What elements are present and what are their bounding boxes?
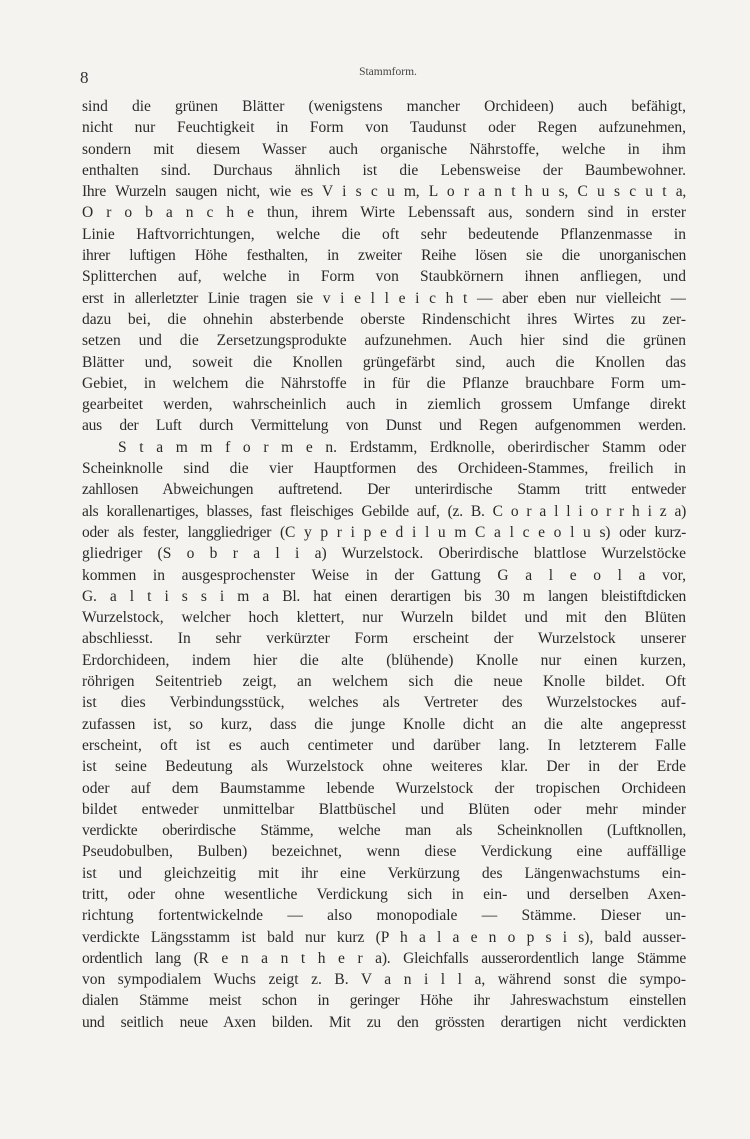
text-line: erst in allerletzter Linie tragen sie v i e l l e i c h t — aber eben nur vielleicht — (82, 289, 686, 307)
text-line: tritt, oder ohne wesentliche Verdickung sich in ein- und derselben Axen- (82, 885, 686, 903)
text-line: Scheinknolle sind die vier Hauptformen des Orchideen-Stammes, freilich in (82, 460, 686, 478)
text-line: ihrer luftigen Höhe festhalten, in zweiter Reihe lösen sie die unorganischen (82, 247, 686, 265)
text-line: S t a m m f o r m e n. Erdstamm, Erdknolle, oberirdischer Stamm oder (118, 438, 686, 456)
text-line: von sympodialem Wuchs zeigt z. B. V a n i l l a, während sonst die sympo- (82, 971, 686, 989)
running-head: Stammform. (359, 66, 417, 78)
text-line: ist dies Verbindungsstück, welches als Vertreter des Wurzelstockes auf- (82, 694, 686, 712)
text-line: richtung fortentwickelnde — also monopodiale — Stämme. Dieser un- (82, 907, 686, 925)
text-line: abschliesst. In sehr verkürzter Form erscheint der Wurzelstock unserer (82, 630, 686, 648)
text-line: gliedriger (S o b r a l i a) Wurzelstock. Oberirdische blattlose Wurzelstöcke (82, 545, 686, 563)
text-line: aus der Luft durch Vermittelung von Dunst und Regen aufgenommen werden. (82, 417, 686, 435)
text-line: enthalten sind. Durchaus ähnlich ist die Lebensweise der Baumbewohner. (82, 161, 686, 179)
text-line: dazu bei, die ohnehin absterbende oberste Rindenschicht ihres Wirtes zu zer- (82, 310, 686, 328)
text-line: ordentlich lang (R e n a n t h e r a). Gleichfalls ausserordentlich lange Stämme (82, 949, 686, 967)
text-line: kommen in ausgesprochenster Weise in der Gattung G a l e o l a vor, (82, 566, 686, 584)
text-line: Pseudobulben, Bulben) bezeichnet, wenn diese Verdickung eine auffällige (82, 843, 686, 861)
text-line: bildet entweder unmittelbar Blattbüschel und Blüten oder mehr minder (82, 800, 686, 818)
text-line: verdickte oberirdische Stämme, welche man als Scheinknollen (Luftknollen, (82, 822, 686, 840)
text-line: Ihre Wurzeln saugen nicht, wie es V i s c u m, L o r a n t h u s, C u s c u t a, (82, 183, 686, 201)
text-line: dialen Stämme meist schon in geringer Höhe ihr Jahreswachstum einstellen (82, 992, 686, 1010)
text-line: zahllosen Abweichungen auftretend. Der unterirdische Stamm tritt entweder (82, 481, 686, 499)
text-line: O r o b a n c h e thun, ihrem Wirte Lebenssaft aus, sondern sind in erster (82, 204, 686, 222)
text-line: Erdorchideen, indem hier die alte (blühende) Knolle nur einen kurzen, (82, 651, 686, 669)
text-line: erscheint, oft ist es auch centimeter und darüber lang. In letzterem Falle (82, 736, 686, 754)
text-line: zufassen ist, so kurz, dass die junge Knolle dicht an die alte angepresst (82, 715, 686, 733)
body-text (82, 96, 686, 1033)
text-line: ist seine Bedeutung als Wurzelstock ohne weiteres klar. Der in der Erde (82, 758, 686, 776)
page-number: 8 (80, 68, 89, 87)
text-line: als korallenartiges, blasses, fast fleischiges Gebilde auf, (z. B. C o r a l l i o r r h i z a) (82, 502, 686, 520)
text-line: oder als fester, langgliedriger (C y p r i p e d i l u m C a l c e o l u s) oder kurz- (82, 523, 686, 541)
text-line: verdickte Längsstamm ist bald nur kurz (P h a l a e n o p s i s), bald ausser- (82, 928, 686, 946)
text-line: und seitlich neue Axen bilden. Mit zu den grössten derartigen nicht verdickten (82, 1013, 686, 1031)
text-line: sondern mit diesem Wasser auch organische Nährstoffe, welche in ihm (82, 140, 686, 158)
text-line: ist und gleichzeitig mit ihr eine Verkürzung des Längenwachstums ein- (82, 864, 686, 882)
text-line: sind die grünen Blätter (wenigstens mancher Orchideen) auch befähigt, (82, 98, 686, 115)
page-header (0, 64, 750, 87)
text-line: Wurzelstock, welcher hoch klettert, nur Wurzeln bildet und mit den Blüten (82, 609, 686, 627)
text-line: röhrigen Seitentrieb zeigt, an welchem sich die neue Knolle bildet. Oft (82, 673, 686, 691)
text-line: oder auf dem Baumstamme lebende Wurzelstock der tropischen Orchideen (82, 779, 686, 797)
text-line: Gebiet, in welchem die Nährstoffe in für die Pflanze brauchbare Form um- (82, 374, 686, 392)
text-line: nicht nur Feuchtigkeit in Form von Taudunst oder Regen aufzunehmen, (82, 119, 686, 137)
text-line: Blätter und, soweit die Knollen grüngefärbt sind, auch die Knollen das (82, 353, 686, 371)
text-line: gearbeitet werden, wahrscheinlich auch in ziemlich grossem Umfange direkt (82, 396, 686, 414)
text-line: Splitterchen auf, welche in Form von Staubkörnern ihnen anfliegen, und (82, 268, 686, 286)
text-line: setzen und die Zersetzungsprodukte aufzunehmen. Auch hier sind die grünen (82, 332, 686, 350)
text-line: Linie Haftvorrichtungen, welche die oft sehr bedeutende Pflanzenmasse in (82, 225, 686, 243)
text-line: G. a l t i s s i m a Bl. hat einen derartigen bis 30 m langen bleistiftdicken (82, 587, 686, 605)
